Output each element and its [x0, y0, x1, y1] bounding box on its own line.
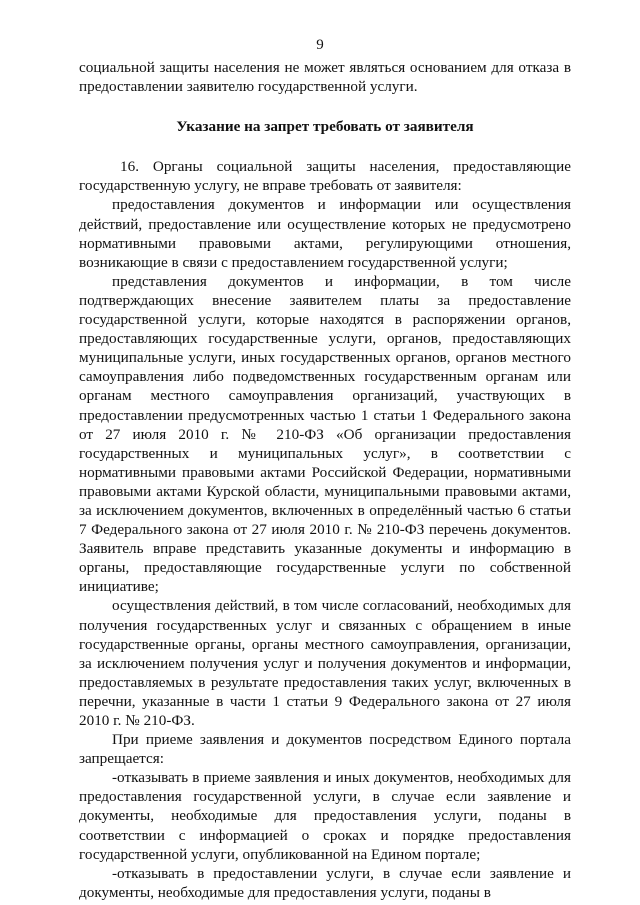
- paragraph-documents-actions: предоставления документов и информации или осуществления действий, предоставление или осуществление которых не предусмотрено нормативными правовыми актами, регулирующими отношения, возникающие в связи с предоставлением государственной услуги;: [79, 196, 571, 271]
- document-body: [79, 58, 571, 902]
- paragraph-documents-information: представления документов и информации, в том числе подтверждающих внесение заявителем платы за предоставление государственной услуги, которые находятся в распоряжении органов, предоставляющих государственные услуги, органов, предоставляющих муниципальные услуги, иных государственных органов, органов местного самоуправления либо подведомственных государственным органам или органам местного самоуправления организаций, участвующих в предоставлении предусмотренных частью 1 статьи 1 Федерального закона от 27 июля 2010 г. № 210-ФЗ «Об организации предоставления государственных и муниципальных услуг», в соответствии с нормативными правовыми актами Российской Федерации, нормативными правовыми актами Курской области, муниципальными правовыми актами, за исключением документов, включенных в определённый частью 6 статьи 7 Федерального закона от 27 июля 2010 г. № 210-ФЗ перечень документов. Заявитель вправе представить указанные документы и информацию в органы, предоставляющие государственные услуги по собственной инициативе;: [79, 272, 571, 596]
- paragraph-portal-refuse-service: -отказывать в предоставлении услуги, в случае если заявление и документы, необходимые для предоставления услуги, поданы в: [79, 864, 571, 901]
- paragraph-portal-intro: При приеме заявления и документов посредством Единого портала запрещается:: [79, 731, 571, 768]
- paragraph-actions-approvals: осуществления действий, в том числе согласований, необходимых для получения государственных услуг и связанных с обращением в иные государственные органы, органы местного самоуправления, организации, за исключением получения услуг и получения документов и информации, предоставляемых в результате предоставления таких услуг, включенных в перечни, указанные в части 1 статьи 9 Федерального закона от 27 июля 2010 г. № 210-ФЗ.: [79, 597, 571, 729]
- section-heading: Указание на запрет требовать от заявителя: [176, 118, 474, 136]
- paragraph-16: 16. Органы социальной защиты населения, предоставляющие государственную услугу, не вправе требовать от заявителя:: [79, 158, 571, 195]
- paragraph-portal-refuse-acceptance: -отказывать в приеме заявления и иных документов, необходимых для предоставления государственной услуги, в случае если заявление и документы, необходимые для предоставления услуги, поданы в соответствии с информацией о сроках и порядке предоставления государственной услуги, опубликованной на Едином портале;: [79, 769, 571, 863]
- intro-paragraph: социальной защиты населения не может являться основанием для отказа в предоставлении заявителю государственной услуги.: [79, 59, 571, 96]
- page-number: 9: [316, 37, 324, 53]
